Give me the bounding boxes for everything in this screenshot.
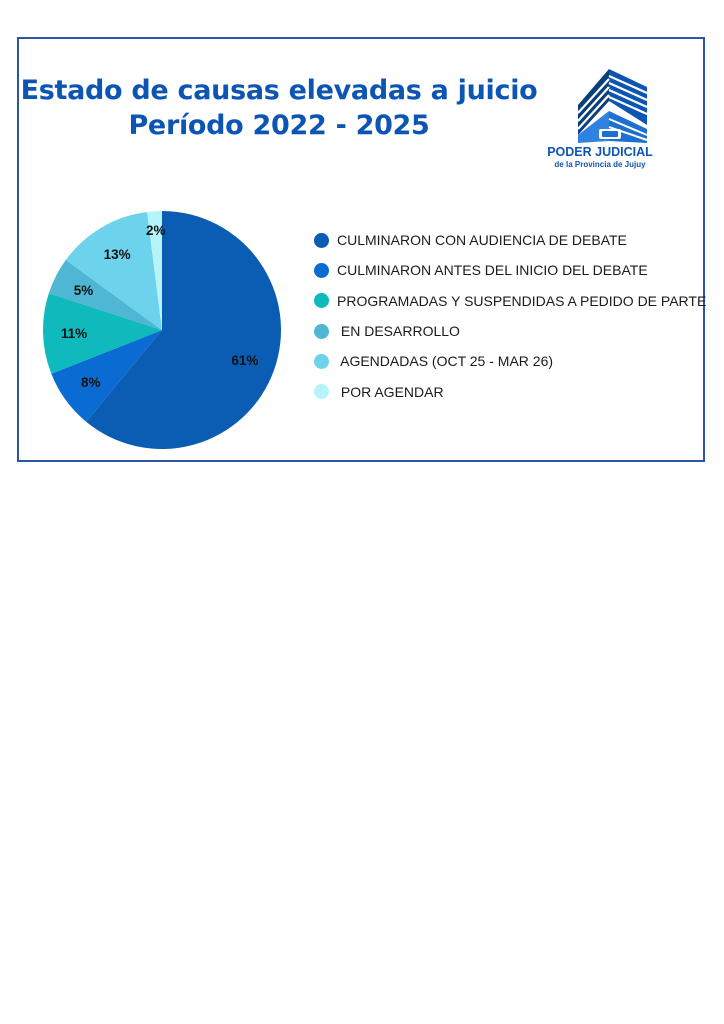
legend-label: CULMINARON ANTES DEL INICIO DEL DEBATE: [337, 262, 648, 279]
title-line-2: Período 2022 - 2025: [128, 110, 430, 141]
legend-item: [314, 376, 706, 406]
legend-item: [314, 255, 706, 285]
legend-label: EN DESARROLLO: [337, 323, 460, 340]
pie-data-label: 5%: [73, 283, 94, 299]
logo-subtitle: de la Provincia de Jujuy: [554, 160, 646, 169]
legend-item: [314, 316, 706, 346]
pie-data-label: 13%: [103, 247, 131, 263]
legend-label: AGENDADAS (OCT 25 - MAR 26): [337, 353, 554, 370]
legend-swatch: [314, 384, 329, 399]
legend-swatch: [314, 233, 329, 248]
pie-data-label: 11%: [60, 325, 88, 341]
chart-card: [17, 37, 705, 462]
chart-legend: [314, 225, 706, 407]
title-line-1: Estado de causas elevadas a juicio: [20, 75, 538, 106]
logo-title: PODER JUDICIAL: [547, 145, 653, 159]
legend-item: [314, 286, 706, 316]
legend-swatch: [314, 263, 329, 278]
legend-label: CULMINARON CON AUDIENCIA DE DEBATE: [337, 232, 627, 249]
logo-text: [535, 145, 665, 171]
legend-swatch: [314, 324, 329, 339]
pie-data-label: 61%: [231, 352, 259, 368]
legend-item: [314, 346, 706, 376]
pie-chart: [41, 209, 286, 454]
pie-data-label: 2%: [145, 223, 166, 239]
legend-swatch: [314, 293, 329, 308]
legend-swatch: [314, 354, 329, 369]
legend-label: PROGRAMADAS Y SUSPENDIDAS A PEDIDO DE PARTE: [337, 292, 707, 309]
chart-title: [19, 73, 539, 143]
legend-label: POR AGENDAR: [337, 383, 444, 400]
pie-data-label: 8%: [81, 374, 101, 390]
legend-item: [314, 225, 706, 255]
